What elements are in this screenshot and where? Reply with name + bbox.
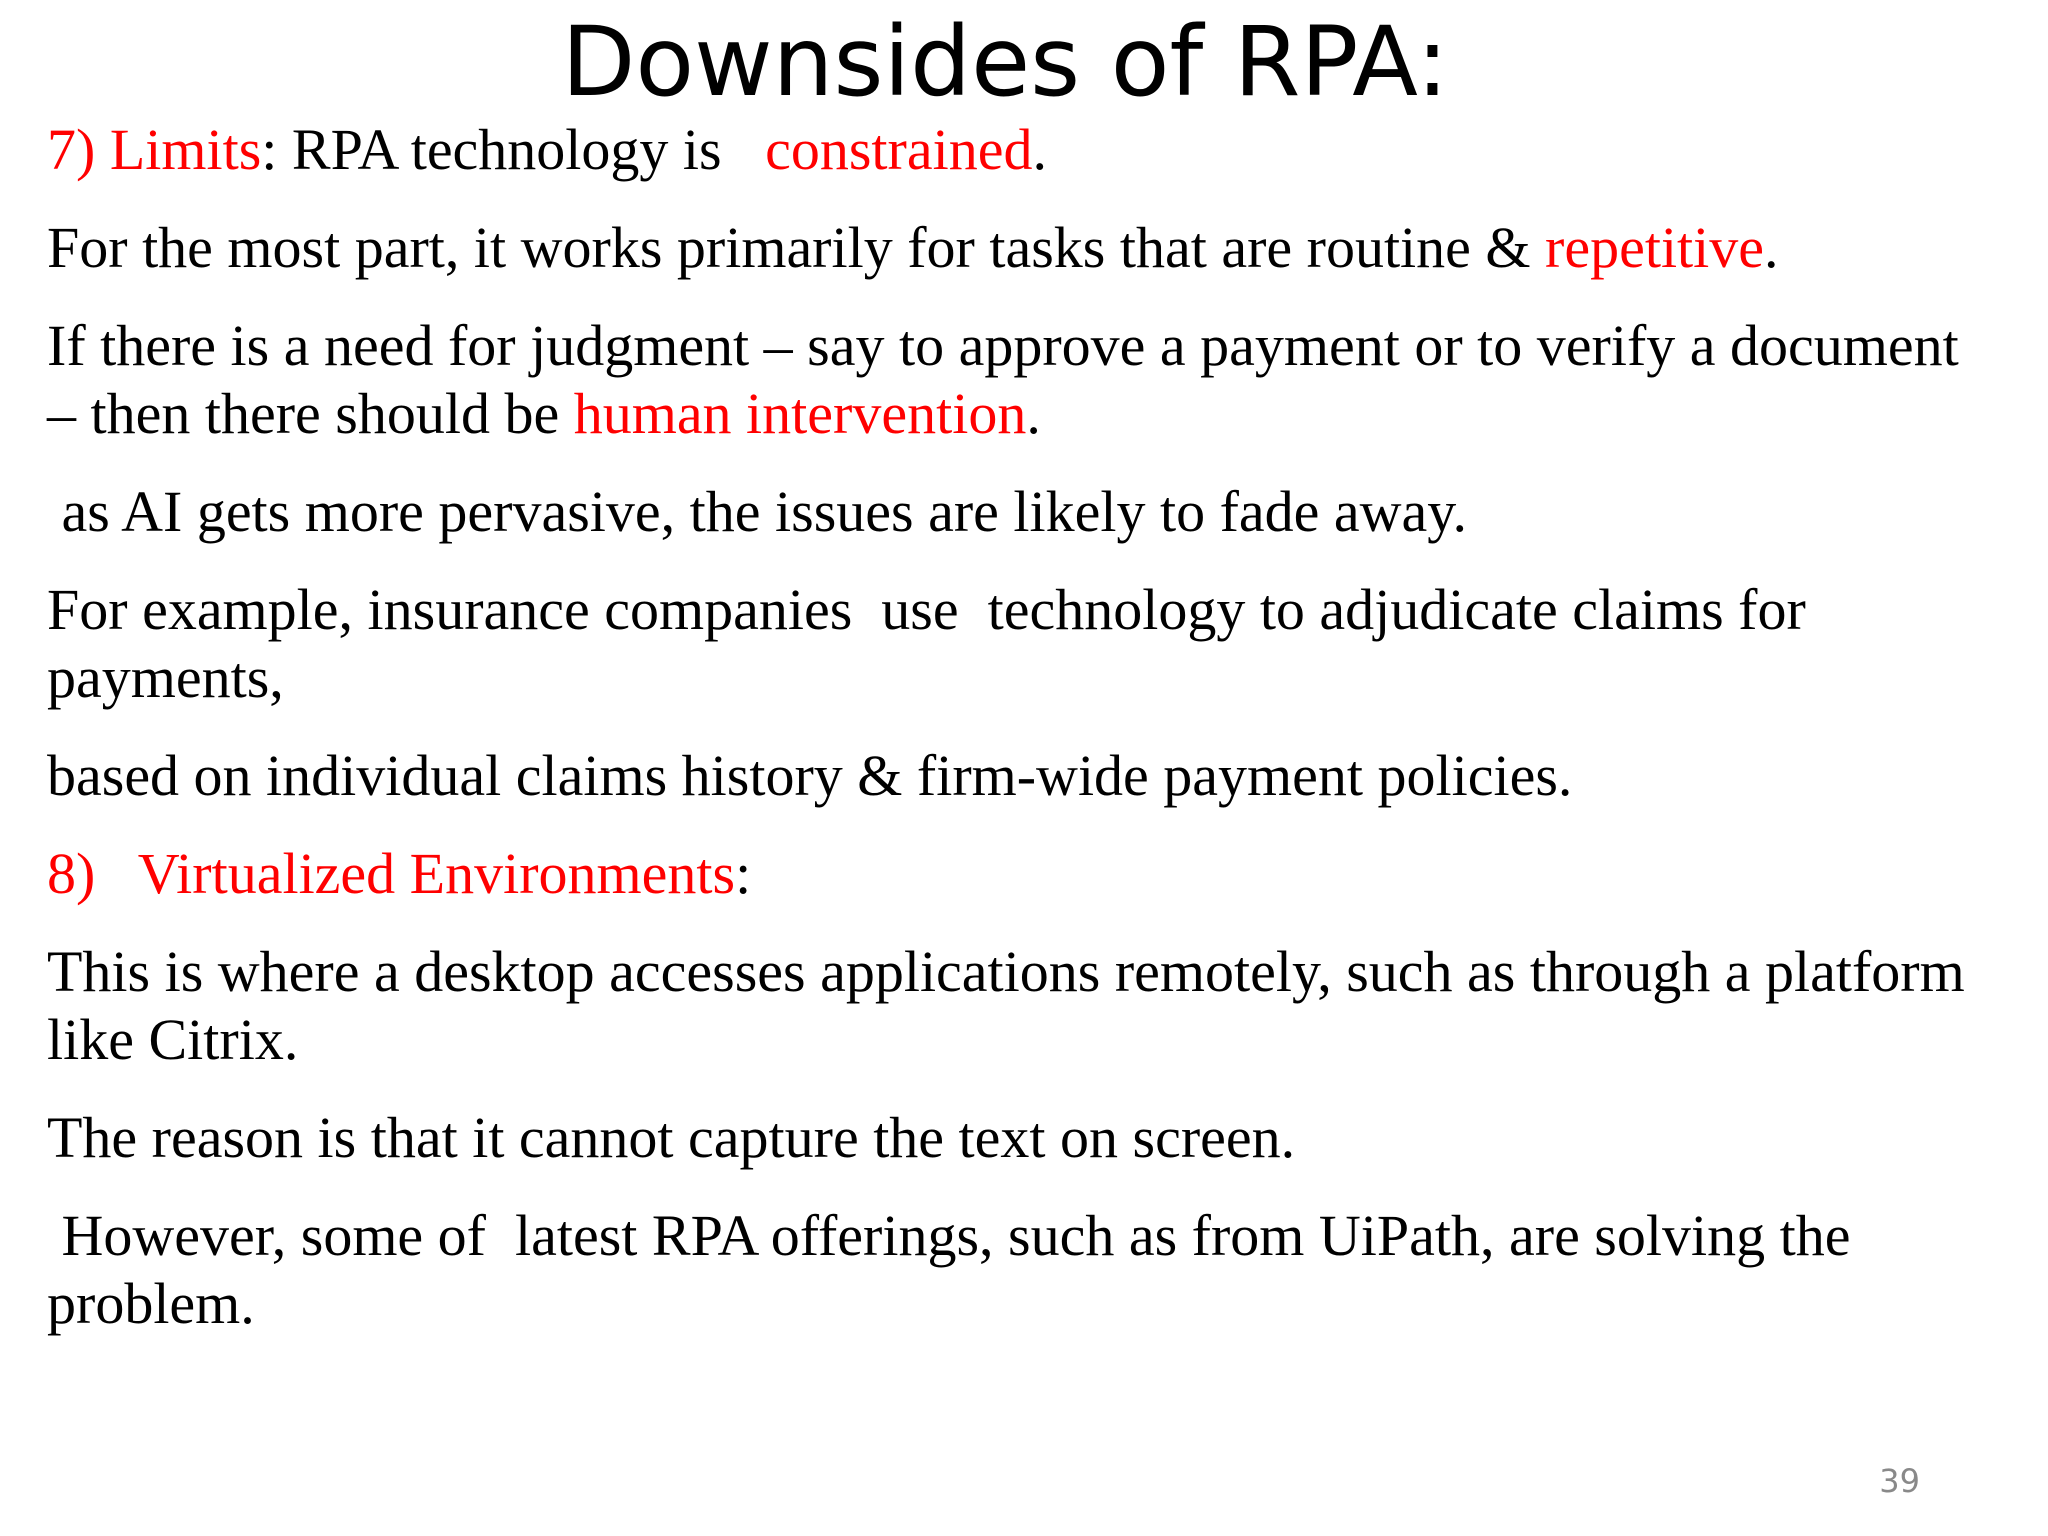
text-segment: . xyxy=(1032,117,1047,182)
paragraph-routine xyxy=(47,214,1977,282)
highlight-constrained: constrained xyxy=(765,117,1033,182)
slide-title: Downsides of RPA: xyxy=(561,6,1449,118)
text-segment: For the most part, it works primarily for tasks that are routine & xyxy=(47,215,1546,280)
paragraph-judgment xyxy=(47,312,1977,448)
paragraph-ai: as AI gets more pervasive, the issues are likely to fade away. xyxy=(47,479,1467,544)
paragraph-virtualized xyxy=(47,840,1977,908)
paragraph-claims-history: based on individual claims history & firm-wide payment policies. xyxy=(47,743,1573,808)
text-segment: : RPA technology is xyxy=(261,117,766,182)
page-number: 39 xyxy=(1879,1462,1920,1500)
paragraph-citrix: This is where a desktop accesses applications remotely, such as through a platform like Citrix. xyxy=(47,939,1980,1072)
slide-body xyxy=(47,116,1980,1338)
text-segment: . xyxy=(1026,381,1041,446)
text-segment: If there is a need for judgment – say to approve a payment or to verify a document – then there should be xyxy=(47,313,1974,446)
paragraph-uipath: However, some of latest RPA offerings, such as from UiPath, are solving the problem. xyxy=(47,1203,1865,1336)
highlight-human-intervention: human intervention xyxy=(573,381,1027,446)
text-segment: : xyxy=(735,841,752,906)
paragraph-insurance: For example, insurance companies use technology to adjudicate claims for payments, xyxy=(47,577,1821,710)
heading-limits: 7) Limits xyxy=(47,117,262,182)
text-segment: . xyxy=(1764,215,1779,280)
paragraph-limits xyxy=(47,116,1977,184)
paragraph-capture: The reason is that it cannot capture the text on screen. xyxy=(47,1105,1296,1170)
heading-virtualized-environments: 8) Virtualized Environments xyxy=(47,841,736,906)
highlight-repetitive: repetitive xyxy=(1545,215,1765,280)
